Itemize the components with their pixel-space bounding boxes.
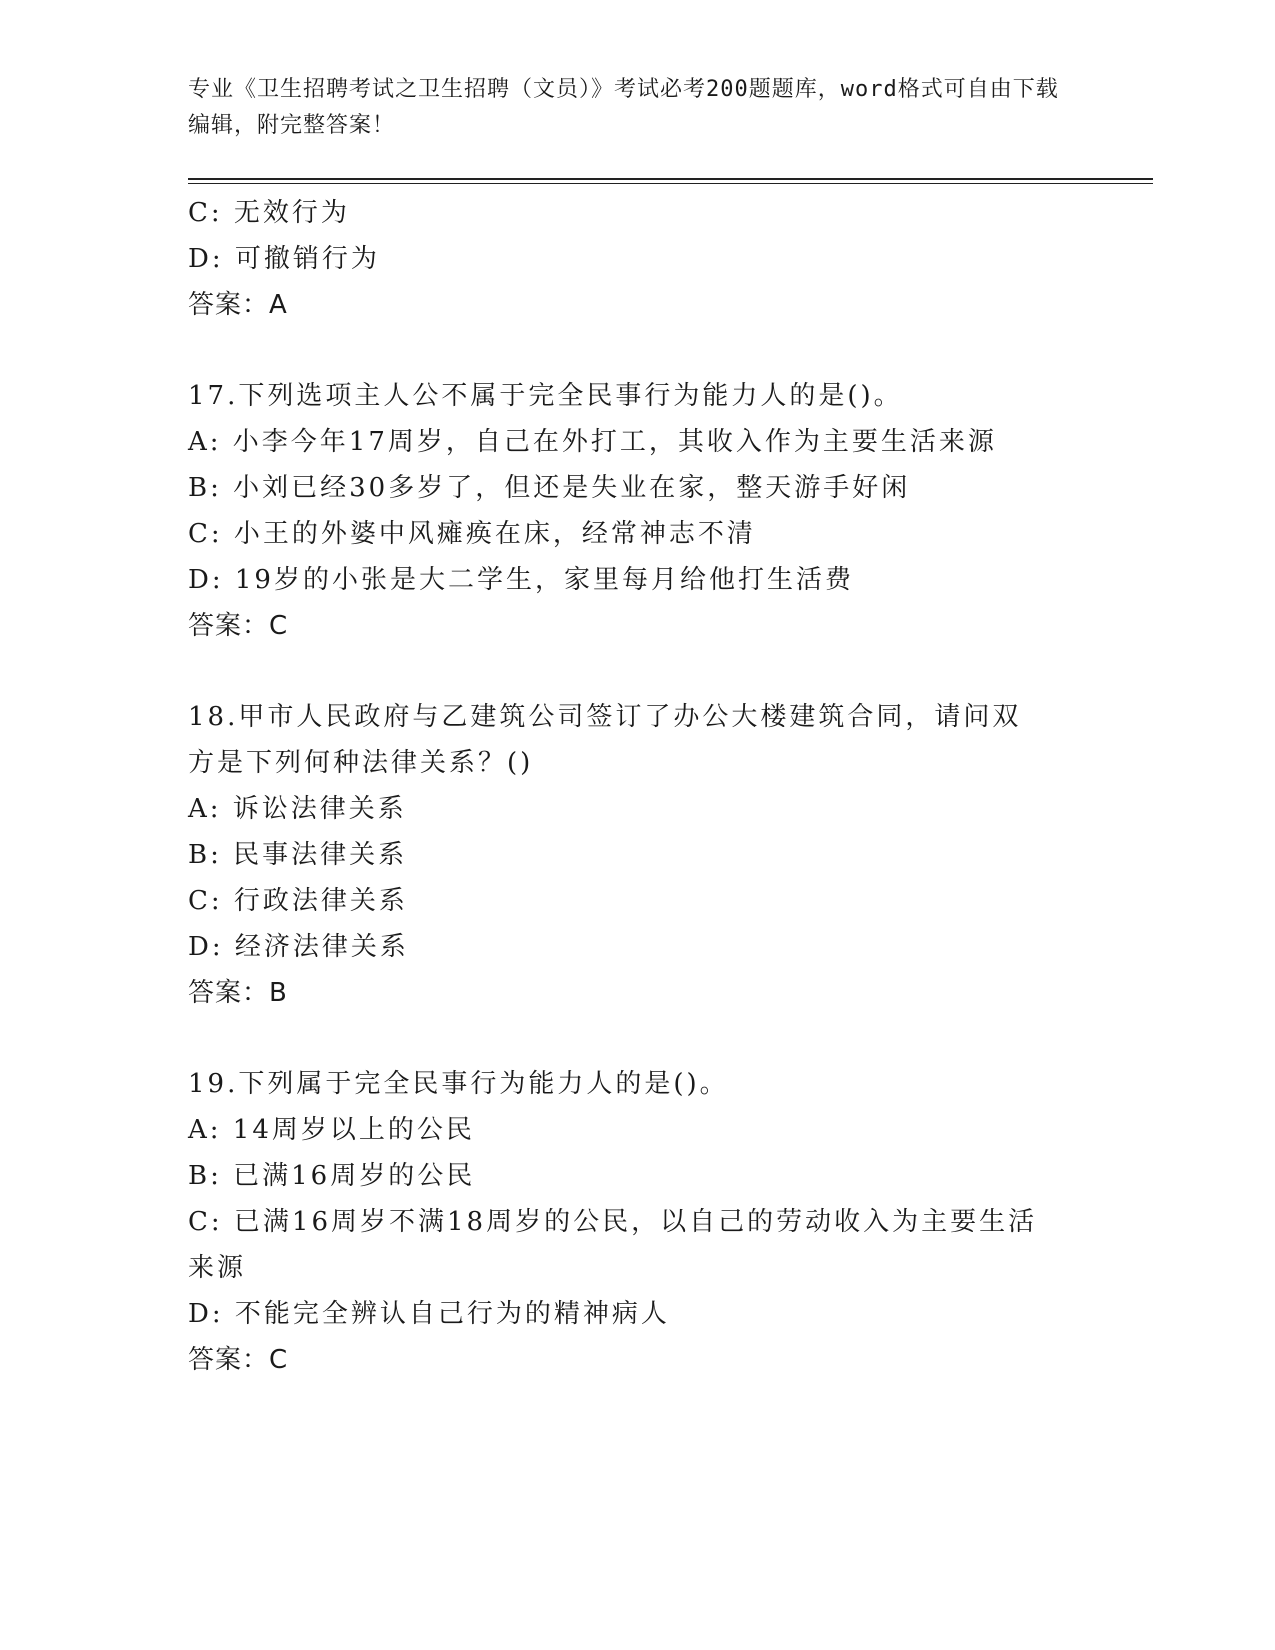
question-list: [188, 190, 1088, 1383]
option-c: C: 行政法律关系: [188, 886, 408, 916]
question-stem: 19.下列属于完全民事行为能力人的是()。: [188, 1069, 729, 1099]
option-a: A: 14周岁以上的公民: [188, 1115, 475, 1145]
question-18: [188, 694, 1088, 1016]
option-b: B: 小刘已经30多岁了，但还是失业在家，整天游手好闲: [188, 473, 911, 503]
header-divider-thin: [188, 183, 1153, 184]
answer-line: 答案：C: [188, 611, 289, 641]
spacer: [188, 1016, 1088, 1061]
question-19: [188, 1061, 1088, 1383]
header-divider-thick: [188, 178, 1153, 180]
answer-line: 答案：C: [188, 1345, 289, 1375]
question-stem: 17.下列选项主人公不属于完全民事行为能力人的是()。: [188, 381, 903, 411]
option-a: A: 诉讼法律关系: [188, 794, 407, 824]
answer-line: 答案：A: [188, 290, 288, 320]
option-d: D: 19岁的小张是大二学生，家里每月给他打生活费: [188, 565, 854, 595]
option-c: C: 小王的外婆中风瘫痪在床，经常神志不清: [188, 519, 756, 549]
option-d: D: 可撤销行为: [188, 244, 380, 274]
option-d: D: 不能完全辨认自己行为的精神病人: [188, 1299, 670, 1329]
answer-line: 答案：B: [188, 978, 288, 1008]
option-b: B: 已满16周岁的公民: [188, 1161, 476, 1191]
question-16-tail: [188, 190, 1088, 328]
option-a: A: 小李今年17周岁，自己在外打工，其收入作为主要生活来源: [188, 427, 997, 457]
question-17: [188, 373, 1088, 649]
spacer: [188, 649, 1088, 694]
option-c: C: 无效行为: [188, 198, 350, 228]
question-stem: 18.甲市人民政府与乙建筑公司签订了办公大楼建筑合同，请问双方是下列何种法律关系？(): [188, 702, 1022, 778]
option-d: D: 经济法律关系: [188, 932, 409, 962]
document-header: 专业《卫生招聘考试之卫生招聘（文员）》考试必考200题题库，word格式可自由下载编辑，附完整答案！: [188, 77, 1059, 138]
option-b: B: 民事法律关系: [188, 840, 408, 870]
spacer: [188, 328, 1088, 373]
option-c: C: 已满16周岁不满18周岁的公民，以自己的劳动收入为主要生活来源: [188, 1207, 1038, 1283]
